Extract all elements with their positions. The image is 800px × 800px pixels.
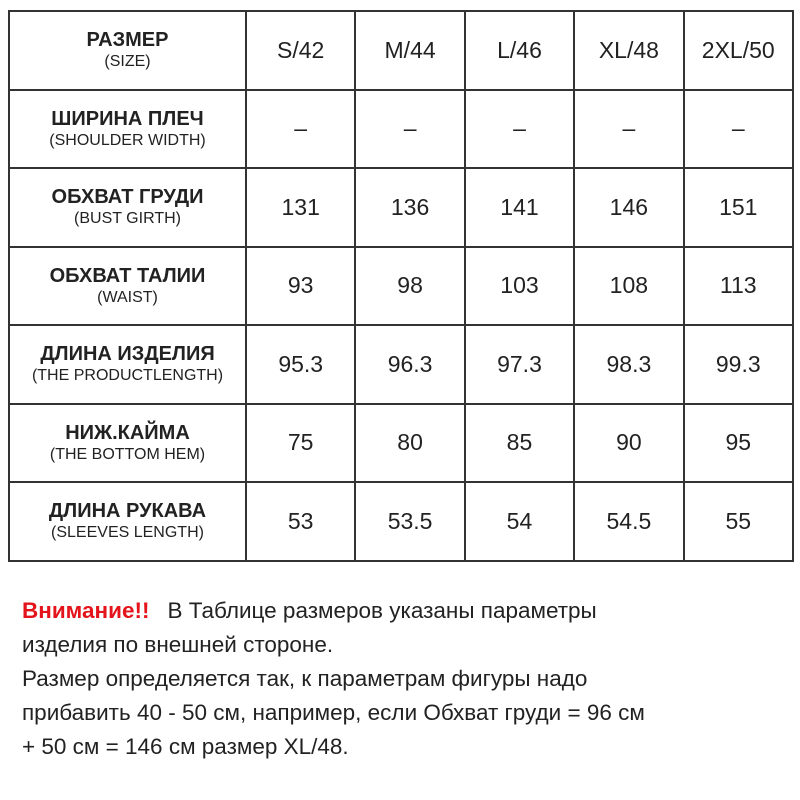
size-chart-table xyxy=(8,10,794,562)
header-label-cell xyxy=(9,11,246,90)
notice-line-1 xyxy=(22,594,792,628)
table-cell: 80 xyxy=(355,404,464,483)
table-cell: – xyxy=(355,90,464,169)
table-row-shoulder-width xyxy=(9,90,793,169)
warning-label: Внимание!! xyxy=(22,598,150,623)
header-label-sub: (SIZE) xyxy=(104,53,151,71)
table-cell: 95.3 xyxy=(246,325,355,404)
table-cell: 97.3 xyxy=(465,325,574,404)
row-label-main: ДЛИНА ИЗДЕЛИЯ xyxy=(40,343,215,366)
table-row-product-length xyxy=(9,325,793,404)
size-header-l46: L/46 xyxy=(465,11,574,90)
notice-line-5: + 50 см = 146 см размер XL/48. xyxy=(22,734,349,759)
row-label-cell xyxy=(9,168,246,247)
row-label-sub: (SLEEVES LENGTH) xyxy=(51,524,204,542)
table-row-waist xyxy=(9,247,793,326)
table-cell: 54.5 xyxy=(574,482,683,561)
table-row-sleeves-length xyxy=(9,482,793,561)
row-label-cell xyxy=(9,90,246,169)
row-label-main: ДЛИНА РУКАВА xyxy=(48,500,207,523)
table-cell: – xyxy=(465,90,574,169)
table-cell: 75 xyxy=(246,404,355,483)
row-label-main: ШИРИНА ПЛЕЧ xyxy=(51,107,204,130)
table-row-bottom-hem xyxy=(9,404,793,483)
table-cell: 113 xyxy=(684,247,793,326)
table-cell: – xyxy=(574,90,683,169)
table-cell: 54 xyxy=(465,482,574,561)
notice-line-2: изделия по внешней стороне. xyxy=(22,632,334,657)
row-label-sub: (SHOULDER WIDTH) xyxy=(49,131,206,149)
table-cell: 93 xyxy=(246,247,355,326)
table-cell: 151 xyxy=(684,168,793,247)
row-label-main: ОБХВАТ ТАЛИИ xyxy=(49,264,206,287)
table-cell: 108 xyxy=(574,247,683,326)
table-cell: 141 xyxy=(465,168,574,247)
table-cell: 98 xyxy=(355,247,464,326)
table-row-bust-girth xyxy=(9,168,793,247)
table-cell: 96.3 xyxy=(355,325,464,404)
header-label-main: РАЗМЕР xyxy=(86,29,169,52)
table-cell: 98.3 xyxy=(574,325,683,404)
row-label-sub: (THE PRODUCTLENGTH) xyxy=(31,367,224,385)
table-cell: 136 xyxy=(355,168,464,247)
row-label-cell xyxy=(9,325,246,404)
row-label-main: НИЖ.КАЙМА xyxy=(65,421,190,444)
table-cell: – xyxy=(246,90,355,169)
table-cell: – xyxy=(684,90,793,169)
row-label-sub: (BUST GIRTH) xyxy=(74,210,181,228)
notice-text-1: В Таблице размеров указаны параметры xyxy=(167,598,597,623)
row-label-sub: (WAIST) xyxy=(97,288,158,306)
table-cell: 146 xyxy=(574,168,683,247)
table-cell: 90 xyxy=(574,404,683,483)
row-label-main: ОБХВАТ ГРУДИ xyxy=(51,186,204,209)
table-cell: 95 xyxy=(684,404,793,483)
row-label-sub: (THE BOTTOM HEM) xyxy=(49,445,206,463)
row-label-cell xyxy=(9,482,246,561)
size-header-2xl50: 2XL/50 xyxy=(684,11,793,90)
notice-block xyxy=(22,594,792,764)
table-cell: 55 xyxy=(684,482,793,561)
row-label-cell xyxy=(9,404,246,483)
size-header-s42: S/42 xyxy=(246,11,355,90)
table-cell: 53.5 xyxy=(355,482,464,561)
notice-line-4: прибавить 40 - 50 см, например, если Обхват груди = 96 см xyxy=(22,700,645,725)
table-cell: 53 xyxy=(246,482,355,561)
table-cell: 85 xyxy=(465,404,574,483)
notice-line-3: Размер определяется так, к параметрам фигуры надо xyxy=(22,666,588,691)
table-cell: 99.3 xyxy=(684,325,793,404)
table-header-row xyxy=(9,11,793,90)
size-header-xl48: XL/48 xyxy=(574,11,683,90)
table-cell: 103 xyxy=(465,247,574,326)
table-cell: 131 xyxy=(246,168,355,247)
row-label-cell xyxy=(9,247,246,326)
size-header-m44: M/44 xyxy=(355,11,464,90)
